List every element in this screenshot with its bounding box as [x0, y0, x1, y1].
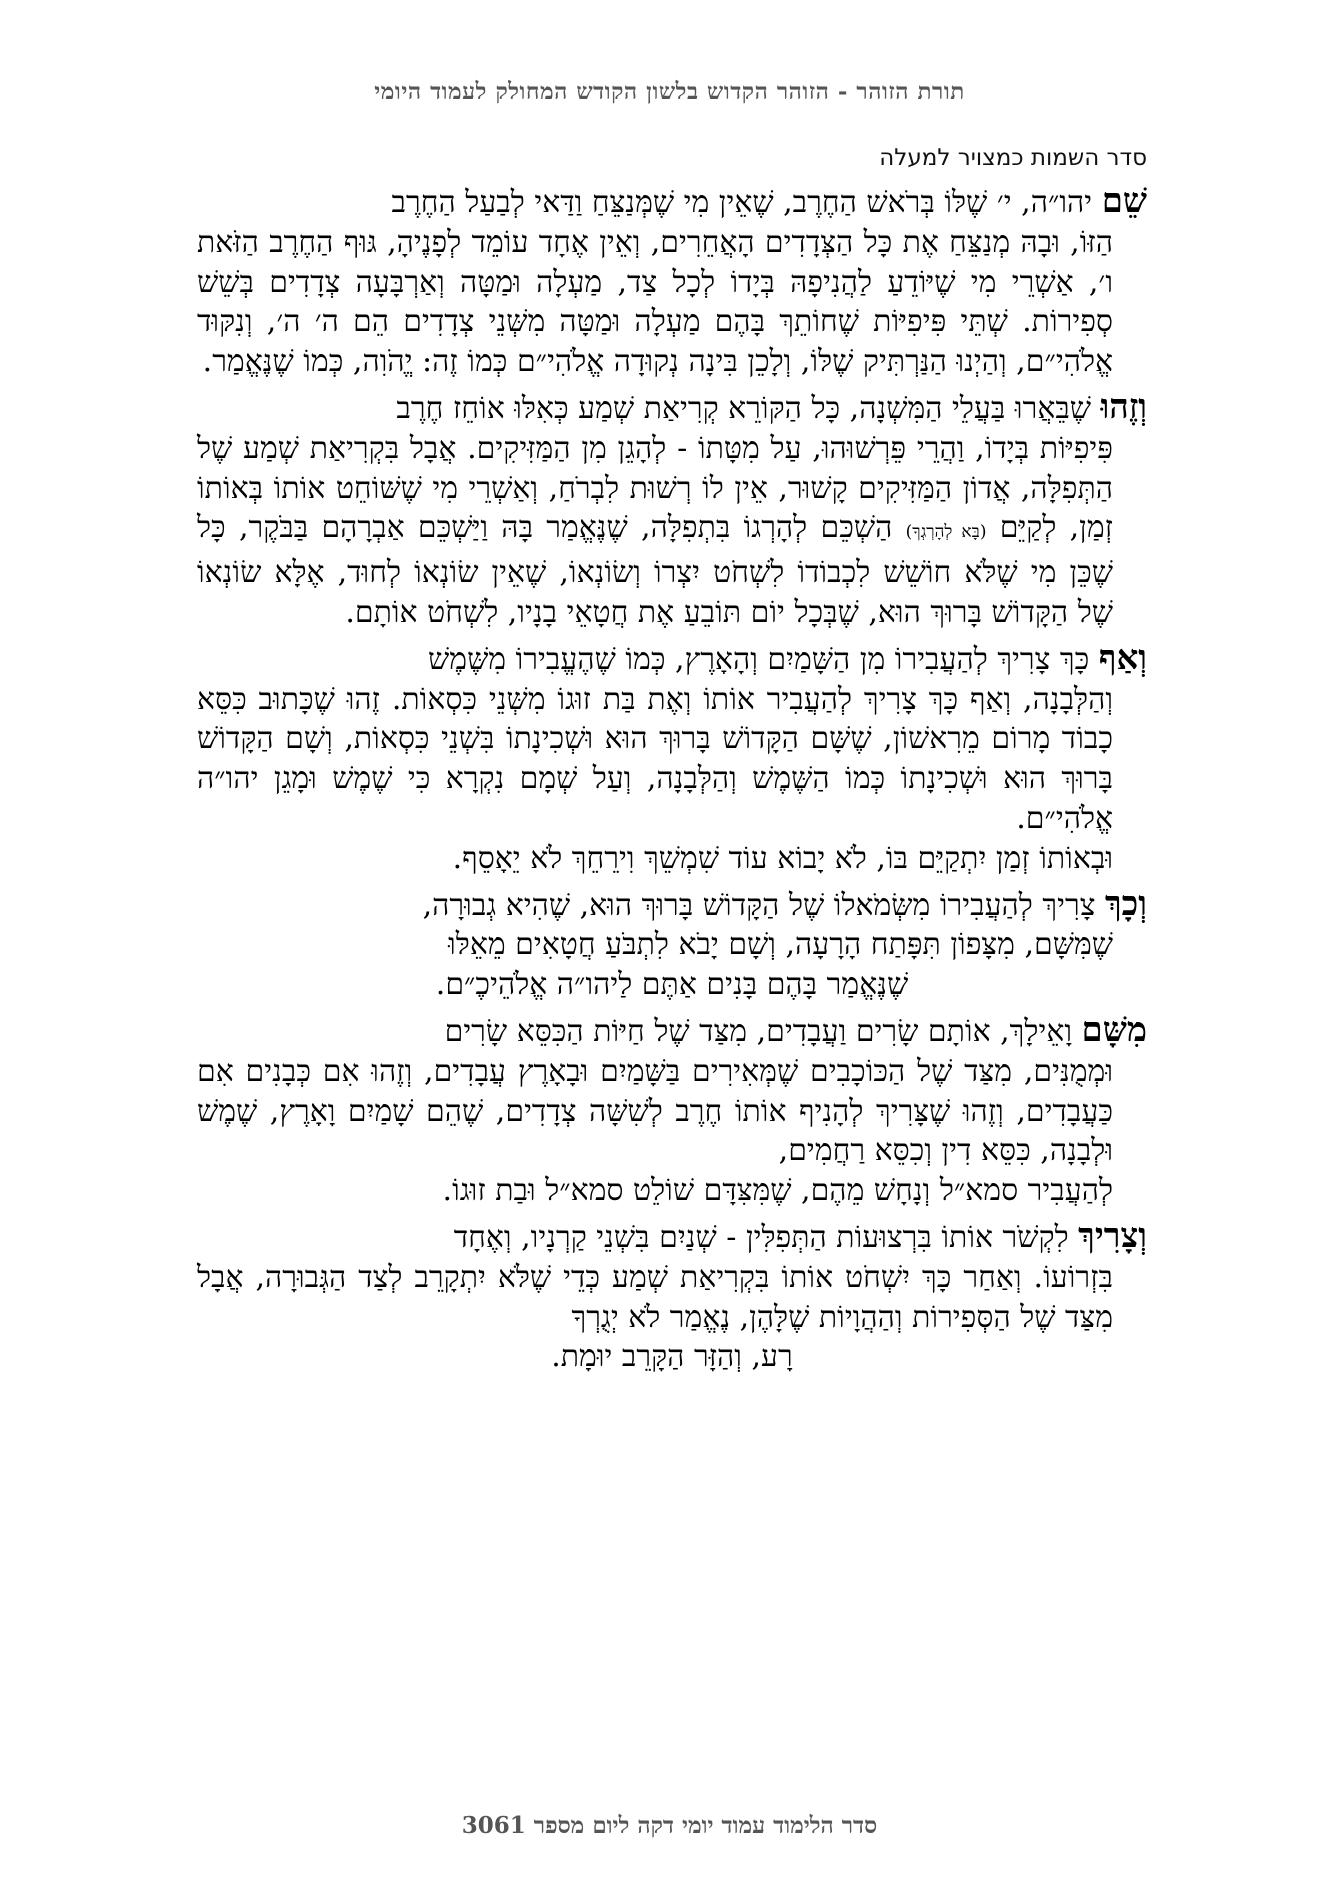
section-heading: סדר השמות כמצויר למעלה [879, 145, 1147, 171]
paragraph-body: וּמְמֻנִּים, מִצַּד שֶׁל הַכּוֹכָבִים שֶׁמְּאִירִים בַּשָּׁמַיִם וּבָאָרֶץ עֲבָדִים, וְזֶהוּ אִם כְּבָנִים אִם כַּעֲבָדִים, וְזֶהוּ שֶׁצָּרִיךְ לְהָנִיף אוֹתוֹ חֶרֶב לְשִׁשָּׁה צְדָדִים, שֶׁהֵם שָׁמַיִם וָאָרֶץ, שֶׁמֶשׁ וּלְבָנָה, כִּסֵּא דִין וְכִסֵּא רַחֲמִים, [197, 1053, 1113, 1169]
paragraph-body: בִּזְרוֹעוֹ. וְאַחַר כָּךְ יִשְׁחֹט אוֹתוֹ בִּקְרִיאַת שְׁמַע כְּדֵי שֶׁלֹּא יִתְקָרֵב לְצַד הַגְּבוּרָה, אֲבָל מִצַּד שֶׁל הַסְּפִירוֹת וְהַהֲוָיוֹת שֶׁלָּהֶן, נֶאֱמַר לֹא יְגֻרְךָ [197, 1259, 1113, 1335]
opening-word: וְכָךְ [1104, 883, 1147, 924]
first-line-text: וָאֵילָךְ, אוֹתָם שָׂרִים וַעֲבָדִים, מִצַּד שֶׁל חַיּוֹת הַכִּסֵּא שָׂרִים [444, 1013, 1082, 1049]
paragraph-body [197, 429, 1147, 633]
paragraph-body: וְהַלְּבָנָה, וְאַף כָּךְ צָרִיךְ לְהַעֲבִיר אוֹתוֹ וְאֶת בַּת זוּגוֹ מִשְּׁנֵי כִּסְאוֹת. זֶהוּ שֶׁכָּתוּב כִּסֵּא כָבוֹד מָרוֹם מֵרִאשׁוֹן, שֶׁשָּׁם הַקָּדוֹשׁ בָּרוּךְ הוּא וּשְׁכִינָתוֹ בִּשְׁנֵי כִּסְאוֹת, וְשָׁם הַקָּדוֹשׁ בָּרוּךְ הוּא וּשְׁכִינָתוֹ כְּמוֹ הַשֶּׁמֶשׁ וְהַלְּבָנָה, וְעַל שְׁמָם נִקְרָא כִּי שֶׁמֶשׁ וּמָגֵן יהו״ה אֱלֹהִי״ם. [197, 681, 1113, 836]
page-footer: סדר הלימוד עמוד יומי דקה ליום מספר 3061 [461, 1812, 878, 1839]
first-line-text: שֶׁבֵּאֲרוּ בַּעֲלֵי הַמִּשְׁנָה, כָּל הַקּוֹרֵא קְרִיאַת שְׁמַע כְּאִלּוּ אוֹחֵז חֶרֶב [396, 390, 1101, 426]
opening-word: וְזֶהוּ [1100, 386, 1147, 427]
paragraph-first-line [197, 885, 1147, 926]
paragraph-closing-line: שֶׁנֶּאֱמַר בָּהֶם בָּנִים אַתֶּם לַיהו״ה אֱלֹהֵיכֶ״ם. [435, 967, 909, 1003]
paragraph-first-line [197, 182, 1147, 223]
body-text-part: הַשְׁכֵּם לְהָרְגוֹ בִּתְפִלָּה, שֶׁנֶּאֱמַר בָּהּ וַיַּשְׁכֵּם אַבְרָהָם בַּבֹּקֶר, כָּל שֶׁכֵּן מִי שֶׁלֹּא חוֹשֵׁשׁ לִכְבוֹדוֹ לִשְׁחֹט יִצְרוֹ וְשׂוֹנְאוֹ, שֶׁאֵין שׂוֹנְאוֹ לְחוּד, אֶלָּא שׂוֹנְאוֹ שֶׁל הַקָּדוֹשׁ בָּרוּךְ הוּא, שֶׁבְּכָל יוֹם תּוֹבֵעַ אֶת חֲטָאֵי בָנָיו, לִשְׁחֹט אוֹתָם. [197, 510, 1113, 630]
first-line-text: לִקְשֹׁר אוֹתוֹ בִּרְצוּעוֹת הַתְּפִלִּין - שְׁנַיִם בִּשְׁנֵי קַרְנָיו, וְאֶחָד [453, 1219, 1079, 1255]
paragraph-closing-line: רָע, וְהַזָּר הַקָּרֵב יוּמָת. [551, 1339, 793, 1375]
paragraph-first-line [197, 388, 1147, 429]
first-line-text: צָרִיךְ לְהַעֲבִירוֹ מִשְּׂמֹאלוֹ שֶׁל הַקָּדוֹשׁ בָּרוּךְ הוּא, שֶׁהִיא גְבוּרָה, [422, 887, 1105, 923]
paragraph-closing-line: לְהַעֲבִיר סמא״ל וְנָחָשׁ מֵהֶם, שֶׁמִּצִּדָּם שׁוֹלֵט סמא״ל וּבַת זוּגוֹ. [442, 1173, 1113, 1209]
opening-word: וְאַף [1098, 637, 1147, 678]
paragraph-first-line [197, 1011, 1147, 1052]
body-text-part: פִּיפִיּוֹת בְּיָדוֹ, וַהֲרֵי פֵּרְשׁוּהוּ, עַל מִטָּתוֹ - לְהָגֵן מִן הַמַּזִּיקִים. אֲבָל בִּקְרִיאַת שְׁמַע שֶׁל הַתְּפִלָּה, אֲדוֹן הַמַּזִּיקִים קָשׁוּר, אֵין לוֹ רְשׁוּת לִבְרֹחַ, וְאַשְׁרֵי מִי שֶׁשּׁוֹחֵט אוֹתוֹ בְּאוֹתוֹ זְמַן, לְקַיֵּם [197, 430, 1113, 546]
opening-word: וְצָרִיךְ [1078, 1215, 1147, 1256]
inline-note: (בָּא לְהָרְגְךָ) [905, 522, 987, 543]
first-line-text: יהו״ה, י׳ שֶׁלּוֹ בְּרֹאשׁ הַחֶרֶב, שֶׁאֵין מִי שֶׁמְּנַצֵּחַ וַדַּאי לְבַעַל הַחֶרֶב [391, 185, 1102, 220]
paragraph-body: הַזּוֹ, וּבָהּ מְנַצֵּחַ אֶת כָּל הַצְּדָדִים הָאֲחֵרִים, וְאֵין אֶחָד עוֹמֵד לְפָנֶיהָ, גּוּף הַחֶרֶב הַזֹּאת ו׳, אַשְׁרֵי מִי שֶׁיּוֹדֵעַ לַהֲנִיפָהּ בְּיָדוֹ לְכָל צַד, מַעְלָה וּמַטָּה וְאַרְבָּעָה צְדָדִים בְּשֵׁשׁ סְפִירוֹת. שְׁתֵּי פִּיפִיּוֹת שֶׁחוֹתֵךְ בָּהֶם מַעְלָה וּמַטָּה מִשְּׁנֵי צְדָדִים הֵם ה׳ ה׳, וְנִקּוּד אֱלֹהִי״ם, וְהַיְנוּ הַנַּרְתִּיק שֶׁלּוֹ, וְלָכֵן בִּינָה נְקוּדָה אֱלֹהִי״ם כְּמוֹ זֶה: יֱהֹוִה, כְּמוֹ שֶׁנֶּאֱמַר. [197, 224, 1113, 380]
paragraph-first-line [197, 639, 1147, 680]
running-header: תורת הזוהר - הזוהר הקדוש בלשון הקודש המחולק לעמוד היומי [374, 78, 965, 105]
opening-word: מִשָּׁם [1081, 1009, 1147, 1050]
body-text [197, 182, 1147, 1383]
paragraph-2 [197, 388, 1147, 633]
paragraph-1 [197, 182, 1147, 382]
paragraph-5 [197, 1011, 1147, 1211]
paragraph-6 [197, 1217, 1147, 1377]
paragraph-body: שֶׁמִּשָּׁם, מִצָּפוֹן תִּפָּתַח הָרָעָה, וְשָׁם יָבֹא לִתְבֹּעַ חֲטָאִים מֵאֵלּוּ [448, 927, 1113, 963]
opening-word: שֵׁם [1101, 181, 1147, 221]
first-line-text: כָּךְ צָרִיךְ לְהַעֲבִירוֹ מִן הַשָּׁמַיִם וְהָאָרֶץ, כְּמוֹ שֶׁהֶעֱבִירוֹ מִשֶּׁמֶשׁ [428, 641, 1099, 677]
paragraph-first-line [197, 1217, 1147, 1258]
paragraph-4 [197, 885, 1147, 1005]
paragraph-closing-line: וּבְאוֹתוֹ זְמַן יִתְקַיֵּם בּוֹ, לֹא יָבוֹא עוֹד שִׁמְשֵׁךְ וִירֵחֵךְ לֹא יֵאָסֵף. [452, 840, 1113, 876]
paragraph-3 [197, 639, 1147, 879]
